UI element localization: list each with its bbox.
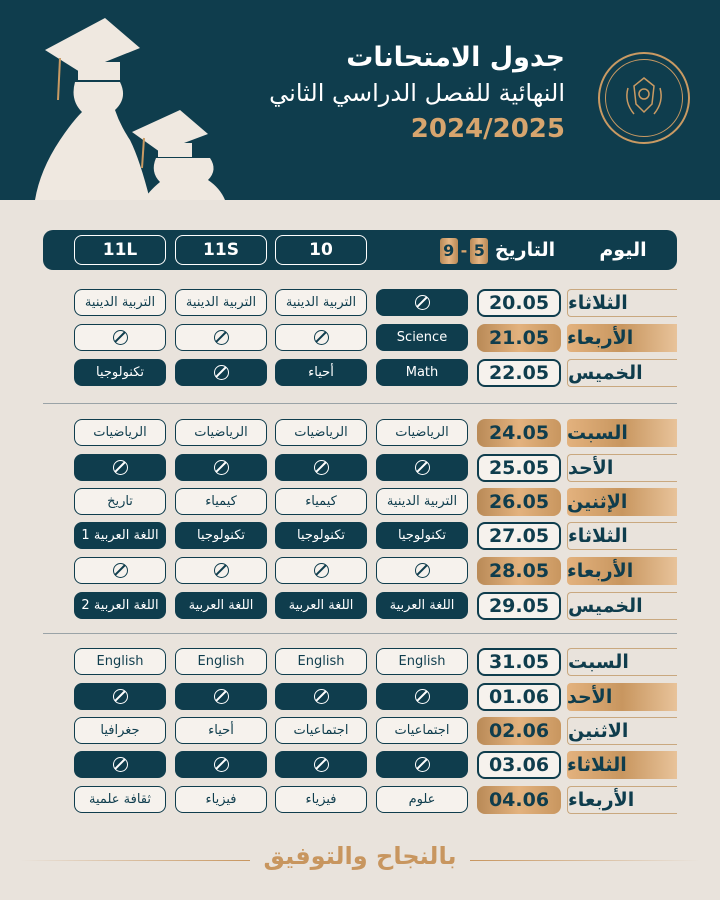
day-label: السبت <box>567 648 677 676</box>
no-exam-icon <box>415 563 430 578</box>
no-exam-cell <box>376 751 468 778</box>
column-day: اليوم <box>599 239 647 261</box>
no-exam-cell <box>74 324 166 351</box>
column-grade-10: 10 <box>275 235 367 265</box>
table-row <box>0 648 720 678</box>
title-block <box>205 40 565 148</box>
header-banner <box>0 0 720 200</box>
no-exam-cell <box>175 557 267 584</box>
table-row <box>0 488 720 518</box>
subject-cell: اللغة العربية <box>175 592 267 619</box>
date-label: 22.05 <box>477 359 561 387</box>
no-exam-icon <box>314 757 329 772</box>
no-exam-icon <box>214 460 229 475</box>
no-exam-icon <box>314 330 329 345</box>
day-label: الاثنين <box>567 717 677 745</box>
no-exam-cell <box>275 683 367 710</box>
column-grade-11s: 11S <box>175 235 267 265</box>
date-label: 31.05 <box>477 648 561 676</box>
date-label: 24.05 <box>477 419 561 447</box>
no-exam-icon <box>214 563 229 578</box>
subject-cell: التربية الدينية <box>275 289 367 316</box>
no-exam-cell <box>275 751 367 778</box>
table-row <box>0 289 720 319</box>
table-row <box>0 419 720 449</box>
no-exam-cell <box>275 324 367 351</box>
day-label: السبت <box>567 419 677 447</box>
subject-cell: الرياضيات <box>275 419 367 446</box>
subject-cell: فيزياء <box>275 786 367 813</box>
subject-cell: English <box>74 648 166 675</box>
day-label: الثلاثاء <box>567 289 677 317</box>
no-exam-cell <box>275 454 367 481</box>
no-exam-cell <box>376 683 468 710</box>
date-label: 01.06 <box>477 683 561 711</box>
no-exam-icon <box>415 689 430 704</box>
subject-cell: التربية الدينية <box>74 289 166 316</box>
date-label: 28.05 <box>477 557 561 585</box>
date-label: 20.05 <box>477 289 561 317</box>
grade-9-box: 9 <box>440 238 458 264</box>
day-label: الثلاثاء <box>567 751 677 779</box>
subject-cell: اللغة العربية <box>275 592 367 619</box>
no-exam-icon <box>113 460 128 475</box>
no-exam-icon <box>314 563 329 578</box>
footer-line <box>20 860 250 861</box>
subject-cell: أحياء <box>175 717 267 744</box>
subject-cell: الرياضيات <box>175 419 267 446</box>
subject-cell: English <box>175 648 267 675</box>
table-row <box>0 454 720 484</box>
day-label: الخميس <box>567 359 677 387</box>
no-exam-icon <box>113 563 128 578</box>
no-exam-icon <box>214 757 229 772</box>
no-exam-icon <box>113 757 128 772</box>
no-exam-cell <box>275 557 367 584</box>
no-exam-icon <box>214 365 229 380</box>
no-exam-cell <box>376 289 468 316</box>
no-exam-icon <box>214 330 229 345</box>
no-exam-icon <box>314 460 329 475</box>
school-logo <box>598 52 690 144</box>
subject-cell: اجتماعيات <box>376 717 468 744</box>
no-exam-cell <box>175 454 267 481</box>
table-row <box>0 786 720 816</box>
column-grade-11l: 11L <box>74 235 166 265</box>
table-row <box>0 522 720 552</box>
table-row <box>0 751 720 781</box>
subject-cell: جغرافيا <box>74 717 166 744</box>
graduates-illustration <box>20 10 230 200</box>
academic-year: 2024/2025 <box>410 114 565 144</box>
table-row <box>0 324 720 354</box>
no-exam-icon <box>113 330 128 345</box>
footer-line <box>470 860 700 861</box>
grade-5-box: 5 <box>470 238 488 264</box>
date-label: 03.06 <box>477 751 561 779</box>
date-label: 27.05 <box>477 522 561 550</box>
crest-icon <box>614 68 674 128</box>
day-label: الأحد <box>567 454 677 482</box>
subject-cell: علوم <box>376 786 468 813</box>
subject-cell: الرياضيات <box>74 419 166 446</box>
no-exam-cell <box>376 454 468 481</box>
no-exam-icon <box>214 689 229 704</box>
page-title: جدول الامتحانات <box>346 42 565 73</box>
day-label: الإثنين <box>567 488 677 516</box>
subject-cell: English <box>376 648 468 675</box>
subject-cell: اللغة العربية 2 <box>74 592 166 619</box>
date-label: 29.05 <box>477 592 561 620</box>
table-row <box>0 717 720 747</box>
day-label: الأربعاء <box>567 557 677 585</box>
table-row <box>0 683 720 713</box>
date-label: 02.06 <box>477 717 561 745</box>
column-date: التاريخ <box>494 239 556 261</box>
column-header-bar <box>43 230 677 270</box>
subject-cell: التربية الدينية <box>175 289 267 316</box>
subject-cell: Science <box>376 324 468 351</box>
day-label: الأربعاء <box>567 786 677 814</box>
subject-cell: فيزياء <box>175 786 267 813</box>
table-row <box>0 359 720 389</box>
subject-cell: اجتماعيات <box>275 717 367 744</box>
subject-cell: اللغة العربية 1 <box>74 522 166 549</box>
day-label: الأربعاء <box>567 324 677 352</box>
day-label: الأحد <box>567 683 677 711</box>
no-exam-icon <box>314 689 329 704</box>
subject-cell: أحياء <box>275 359 367 386</box>
no-exam-cell <box>175 324 267 351</box>
subject-cell: كيمياء <box>275 488 367 515</box>
week-divider <box>43 403 677 404</box>
grade-dash: - <box>460 241 468 260</box>
no-exam-icon <box>415 460 430 475</box>
date-label: 21.05 <box>477 324 561 352</box>
no-exam-icon <box>113 689 128 704</box>
subject-cell: تكنولوجيا <box>175 522 267 549</box>
subject-cell: كيمياء <box>175 488 267 515</box>
subject-cell: الرياضيات <box>376 419 468 446</box>
subject-cell: اللغة العربية <box>376 592 468 619</box>
subject-cell: تكنولوجيا <box>275 522 367 549</box>
date-label: 25.05 <box>477 454 561 482</box>
no-exam-cell <box>175 683 267 710</box>
no-exam-cell <box>74 751 166 778</box>
date-label: 04.06 <box>477 786 561 814</box>
subject-cell: تاريخ <box>74 488 166 515</box>
table-row <box>0 592 720 622</box>
subject-cell: تكنولوجيا <box>74 359 166 386</box>
no-exam-cell <box>74 683 166 710</box>
subject-cell: التربية الدينية <box>376 488 468 515</box>
subject-cell: Math <box>376 359 468 386</box>
no-exam-cell <box>175 751 267 778</box>
column-grades-5-9 <box>433 237 495 264</box>
subject-cell: English <box>275 648 367 675</box>
footer-message: بالنجاح والتوفيق <box>263 842 457 870</box>
subject-cell: تكنولوجيا <box>376 522 468 549</box>
date-label: 26.05 <box>477 488 561 516</box>
no-exam-cell <box>376 557 468 584</box>
no-exam-cell <box>74 557 166 584</box>
subject-cell: ثقافة علمية <box>74 786 166 813</box>
no-exam-icon <box>415 295 430 310</box>
no-exam-cell <box>74 454 166 481</box>
page-subtitle: النهائية للفصل الدراسي الثاني <box>269 79 565 107</box>
day-label: الخميس <box>567 592 677 620</box>
no-exam-icon <box>415 757 430 772</box>
day-label: الثلاثاء <box>567 522 677 550</box>
week-divider <box>43 633 677 634</box>
table-row <box>0 557 720 587</box>
no-exam-cell <box>175 359 267 386</box>
